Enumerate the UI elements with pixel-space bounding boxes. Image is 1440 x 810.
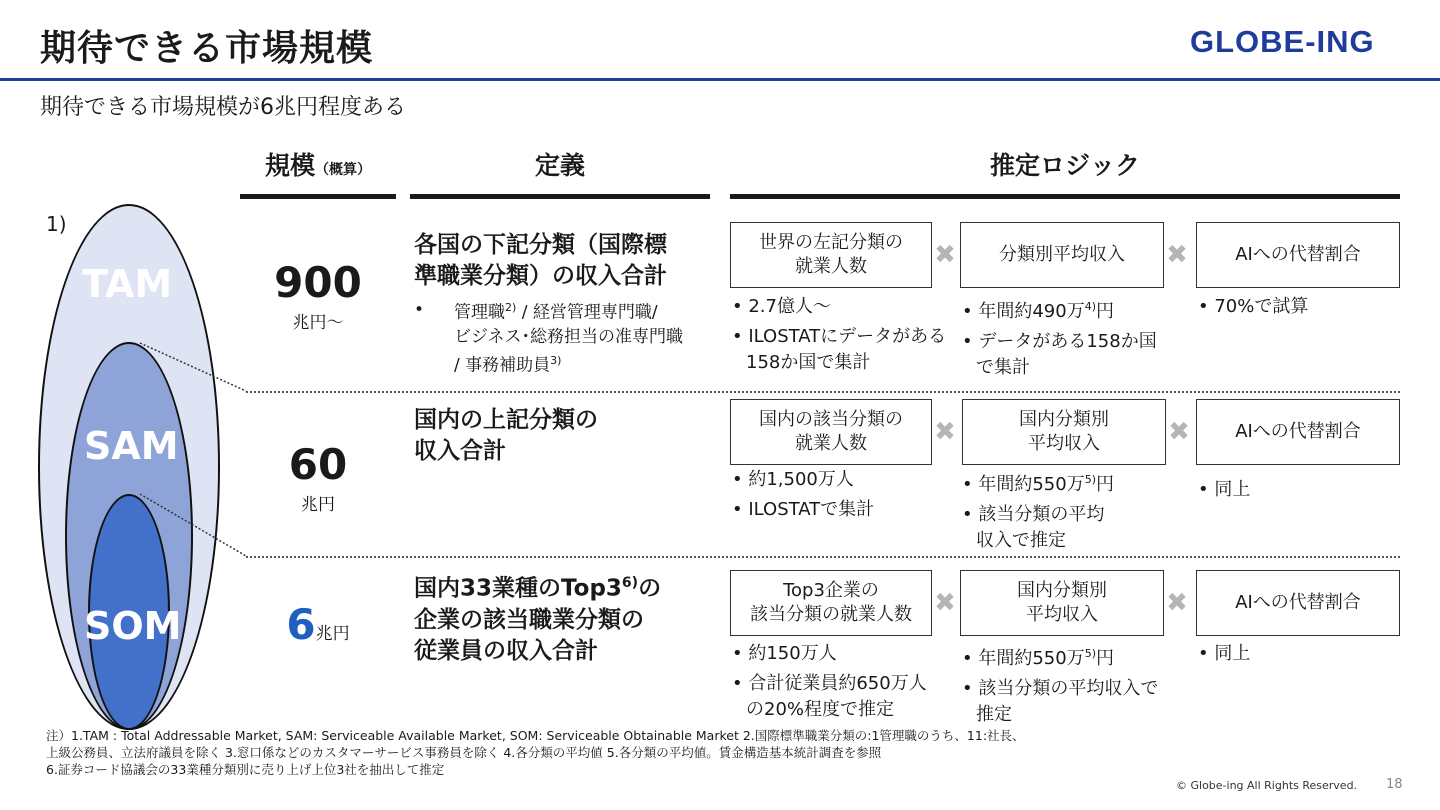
sam-workers-bullets: • 約1,500万人 • ILOSTATで集計: [732, 469, 875, 520]
sam-label: SAM: [84, 424, 179, 468]
multiply-icon: ✖: [934, 588, 956, 618]
som-ai-bullets: • 同上: [1198, 643, 1251, 664]
multiply-icon: ✖: [934, 240, 956, 270]
logic-box-income: 国内分類別 平均収入: [960, 570, 1164, 636]
sam-unit: 兆円: [301, 495, 335, 515]
tam-workers-bullets: • 2.7億人～ • ILOSTATにデータがある 158か国で集計: [732, 296, 947, 373]
logic-box-workers: Top3企業の 該当分類の就業人数: [730, 570, 932, 636]
som-income-bullets: • 年間約550万$^{5)}$円 • 該当分類の平均収入で 推定: [962, 647, 1159, 725]
definition-bullet: •: [414, 300, 425, 320]
som-label: SOM: [84, 604, 182, 648]
tam-label: TAM: [82, 262, 173, 306]
page-number: 18: [1386, 777, 1403, 792]
page-subtitle: 期待できる市場規模が6兆円程度ある: [40, 95, 406, 120]
diagram-footnote-ref: 1): [46, 212, 67, 236]
footnotes: 注）1.TAM : Total Addressable Market, SAM: Serviceable Available Market, SOM: Serviceable Obtainable Market 2.国際標準職業分類の:1管理職のうち、11:社長、 上級公務員、立法府議員を除く 3.窓口係などのカスタマーサービス事務員を除く 4.各分類の平均値 5.各分類の平均値。賃金構造基本統計調査を参照 6.証券コード協議会の33業種分類別に売り上げ上位3社を抽出して推定: [46, 728, 1025, 777]
scale-label: 規模: [264, 151, 315, 180]
multiply-icon: ✖: [1166, 588, 1188, 618]
column-header-logic: 推定ロジック: [989, 151, 1140, 180]
scale-note: （概算）: [315, 162, 371, 178]
logic-box-workers: 世界の左記分類の 就業人数: [730, 222, 932, 288]
tam-ai-bullets: • 70%で試算: [1198, 296, 1309, 317]
company-logo: GLOBE-ING: [1190, 24, 1375, 59]
tam-definition-note: 管理職$^{2)}$ / 経営管理専門職/ ビジネス･総務担当の准専門職 / 事務補助員$^{3)}$: [454, 301, 683, 376]
logic-box-workers: 国内の該当分類の 就業人数: [730, 399, 932, 465]
som-workers-bullets: • 約150万人 • 合計従業員約650万人 の20%程度で推定: [732, 643, 927, 720]
logic-box-ai-rate: AIへの代替割合: [1196, 399, 1400, 465]
tam-value: 900: [274, 258, 362, 307]
logic-box-income: 分類別平均収入: [960, 222, 1164, 288]
logic-box-ai-rate: AIへの代替割合: [1196, 570, 1400, 636]
sam-ai-bullets: • 同上: [1198, 479, 1251, 500]
sam-definition-title: 国内の上記分類の 収入合計: [414, 407, 598, 464]
tam-income-bullets: • 年間約490万$^{4)}$円 • データがある158か国 で集計: [962, 300, 1157, 378]
som-value-group: [240, 600, 396, 649]
sam-income-bullets: • 年間約550万$^{5)}$円 • 該当分類の平均 収入で推定: [962, 473, 1114, 551]
multiply-icon: ✖: [1168, 417, 1190, 447]
tam-unit: 兆円～: [292, 313, 344, 333]
sam-value: 60: [288, 440, 348, 489]
som-unit: 兆円: [315, 624, 350, 644]
som-value: 6: [286, 600, 316, 649]
multiply-icon: ✖: [1166, 240, 1188, 270]
multiply-icon: ✖: [934, 417, 956, 447]
tam-definition-title: 各国の下記分類（国際標 準職業分類）の収入合計: [414, 232, 667, 289]
logic-box-income: 国内分類別 平均収入: [962, 399, 1166, 465]
logic-box-ai-rate: AIへの代替割合: [1196, 222, 1400, 288]
column-header-definition: 定義: [534, 151, 585, 180]
page-title: 期待できる市場規模: [40, 28, 374, 69]
copyright: © Globe-ing All Rights Reserved.: [1176, 779, 1358, 792]
som-definition-title: 国内33業種のTop3$^{6)}$の 企業の該当職業分類の 従業員の収入合計: [414, 575, 662, 664]
